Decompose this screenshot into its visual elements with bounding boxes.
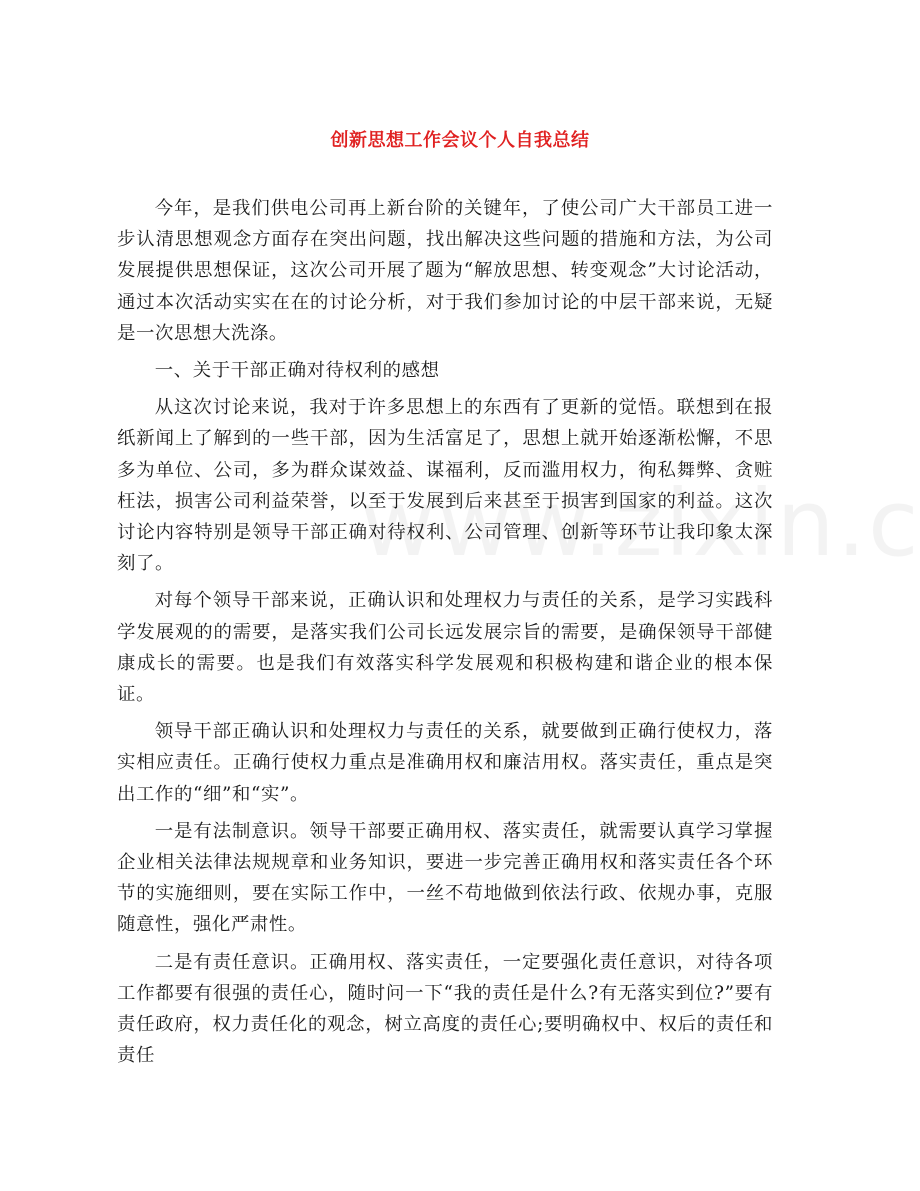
paragraph: 对每个领导干部来说，正确认识和处理权力与责任的关系，是学习实践科学发展观的的需要，是落实我们公司长远发展宗旨的需要，是确保领导干部健康成长的需要。也是我们有效落实科学发展观和积极构建和谐企业的根本保证。: [117, 590, 773, 706]
paragraph-intro: 今年，是我们供电公司再上新台阶的关键年，了使公司广大干部员工进一步认清思想观念方面存在突出问题，找出解决这些问题的措施和方法，为公司发展提供思想保证，这次公司开展了题为“解放思想、转变观念”大讨论活动，通过本次活动实实在在的讨论分析，对于我们参加讨论的中层干部来说，无疑是一次思想大洗涤。: [117, 198, 773, 344]
paragraph: 从这次讨论来说，我对于许多思想上的东西有了更新的觉悟。联想到在报纸新闻上了解到的一些干部，因为生活富足了，思想上就开始逐渐松懈，不思多为单位、公司，多为群众谋效益、谋福利，反而滥用权力，徇私舞弊、贪赃枉法，损害公司利益荣誉，以至于发展到后来甚至于损害到国家的利益。这次讨论内容特别是领导干部正确对待权利、公司管理、创新等环节让我印象太深刻了。: [117, 397, 773, 575]
paragraph: 二是有责任意识。正确用权、落实责任，一定要强化责任意识，对待各项工作都要有很强的责任心，随时问一下“我的责任是什么?有无落实到位?”要有责任政府，权力责任化的观念，树立高度的责任心;要明确权中、权后的责任和责任: [117, 951, 773, 1067]
section-heading: 一、关于干部正确对待权利的感想: [154, 360, 440, 382]
document-body: [117, 193, 773, 1077]
document-title: 创新思想工作会议个人自我总结: [330, 130, 590, 151]
paragraph: 领导干部正确认识和处理权力与责任的关系，就要做到正确行使权力，落实相应责任。正确行使权力重点是准确用权和廉洁用权。落实责任，重点是突出工作的“细”和“实”。: [117, 721, 773, 805]
paragraph: 一是有法制意识。领导干部要正确用权、落实责任，就需要认真学习掌握企业相关法律法规规章和业务知识，要进一步完善正确用权和落实责任各个环节的实施细则，要在实际工作中，一丝不苟地做到依法行政、依规办事，克服随意性，强化严肃性。: [117, 820, 773, 936]
